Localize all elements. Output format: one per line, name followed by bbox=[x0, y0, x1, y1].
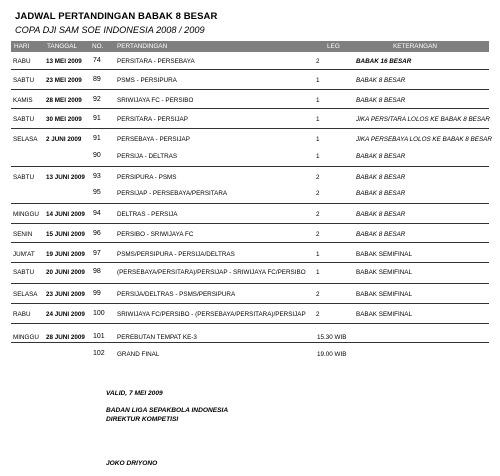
cell-hari: MINGGU bbox=[13, 211, 39, 218]
header-no: NO. bbox=[92, 42, 104, 50]
table-row bbox=[0, 250, 500, 261]
cell-pertandingan: PERSIBO - SRIWIJAYA FC bbox=[117, 231, 194, 238]
table-row bbox=[0, 152, 500, 163]
table-row bbox=[0, 173, 500, 184]
cell-tanggal: 28 MEI 2009 bbox=[46, 97, 82, 104]
cell-hari: SABTU bbox=[13, 77, 34, 84]
cell-hari: RABU bbox=[13, 58, 31, 65]
cell-no: 91 bbox=[93, 135, 101, 142]
cell-leg: 2 bbox=[316, 311, 320, 318]
table-row bbox=[0, 189, 500, 200]
cell-tanggal: 28 JUNI 2009 bbox=[46, 334, 85, 341]
cell-pertandingan: PSMS - PERSIPURA bbox=[117, 77, 177, 84]
header-keterangan: KETERANGAN bbox=[393, 42, 438, 50]
footer-signatory: JOKO DRIYONO bbox=[106, 460, 158, 467]
cell-pertandingan: PERSIJA - DELTRAS bbox=[117, 153, 178, 160]
cell-tanggal: 20 JUNI 2009 bbox=[46, 269, 85, 276]
cell-keterangan: JIKA PERSEBAYA LOLOS KE BABAK 8 BESAR bbox=[356, 136, 492, 143]
cell-no: 102 bbox=[93, 350, 105, 357]
cell-tanggal: 13 JUNI 2009 bbox=[46, 174, 85, 181]
cell-pertandingan: PEREBUTAN TEMPAT KE-3 bbox=[117, 334, 197, 341]
cell-leg: 19.00 WIB bbox=[317, 351, 347, 358]
cell-keterangan: BABAK 8 BESAR bbox=[356, 77, 406, 84]
cell-keterangan: BABAK 8 BESAR bbox=[356, 190, 406, 197]
cell-no: 100 bbox=[93, 310, 105, 317]
cell-hari: SABTU bbox=[13, 116, 34, 123]
cell-leg: 1 bbox=[316, 116, 320, 123]
cell-keterangan: BABAK 8 BESAR bbox=[356, 211, 406, 218]
cell-tanggal: 19 JUNI 2009 bbox=[46, 251, 85, 258]
cell-no: 93 bbox=[93, 173, 101, 180]
cell-keterangan: BABAK SEMIFINAL bbox=[356, 251, 412, 258]
footer-valid: VALID, 7 MEI 2009 bbox=[106, 390, 163, 397]
cell-no: 96 bbox=[93, 230, 101, 237]
table-row bbox=[0, 350, 500, 361]
cell-no: 91 bbox=[93, 115, 101, 122]
row-divider bbox=[11, 108, 489, 109]
cell-no: 90 bbox=[93, 152, 101, 159]
cell-hari: SELASA bbox=[13, 136, 38, 143]
cell-pertandingan: PERSITARA - PERSIJAP bbox=[117, 116, 188, 123]
table-row bbox=[0, 57, 500, 68]
cell-pertandingan: PERSIPURA - PSMS bbox=[117, 174, 177, 181]
cell-leg: 15.30 WIB bbox=[317, 334, 347, 341]
cell-leg: 2 bbox=[316, 190, 320, 197]
footer-dept: DIREKTUR KOMPETISI bbox=[106, 416, 179, 423]
footer-org: BADAN LIGA SEPAKBOLA INDONESIA bbox=[106, 407, 229, 414]
cell-pertandingan: GRAND FINAL bbox=[117, 351, 160, 358]
row-divider bbox=[11, 242, 489, 243]
header-pertandingan: PERTANDINGAN bbox=[117, 42, 168, 50]
row-divider bbox=[11, 223, 489, 224]
cell-leg: 2 bbox=[316, 211, 320, 218]
cell-tanggal: 24 JUNI 2009 bbox=[46, 311, 85, 318]
table-row bbox=[0, 210, 500, 221]
cell-hari: SABTU bbox=[13, 269, 34, 276]
table-header bbox=[11, 41, 489, 52]
cell-no: 97 bbox=[93, 250, 101, 257]
cell-tanggal: 13 MEI 2009 bbox=[46, 58, 82, 65]
table-row bbox=[0, 76, 500, 87]
cell-leg: 1 bbox=[316, 77, 320, 84]
cell-hari: RABU bbox=[13, 311, 31, 318]
header-hari: HARI bbox=[14, 42, 30, 50]
cell-tanggal: 14 JUNI 2009 bbox=[46, 211, 85, 218]
cell-hari: SABTU bbox=[13, 174, 34, 181]
cell-leg: 1 bbox=[316, 97, 320, 104]
cell-keterangan: BABAK 8 BESAR bbox=[356, 174, 406, 181]
cell-tanggal: 15 JUNI 2009 bbox=[46, 231, 85, 238]
cell-no: 101 bbox=[93, 333, 105, 340]
cell-keterangan: BABAK 8 BESAR bbox=[356, 231, 406, 238]
cell-pertandingan: PERSIJAP - PERSEBAYA/PERSITARA bbox=[117, 190, 228, 197]
row-divider bbox=[11, 342, 489, 343]
cell-leg: 1 bbox=[316, 251, 320, 258]
table-row bbox=[0, 268, 500, 279]
page-subtitle: COPA DJI SAM SOE INDONESIA 2008 / 2009 bbox=[15, 25, 205, 35]
row-divider bbox=[11, 262, 489, 263]
cell-tanggal: 30 MEI 2009 bbox=[46, 116, 82, 123]
cell-keterangan: BABAK SEMIFINAL bbox=[356, 311, 412, 318]
cell-hari: SENIN bbox=[13, 231, 33, 238]
cell-no: 92 bbox=[93, 96, 101, 103]
cell-leg: 1 bbox=[316, 269, 320, 276]
header-leg: LEG bbox=[327, 42, 340, 50]
table-row bbox=[0, 290, 500, 301]
row-divider bbox=[11, 128, 489, 129]
table-row bbox=[0, 96, 500, 107]
cell-no: 89 bbox=[93, 76, 101, 83]
cell-hari: KAMIS bbox=[13, 97, 33, 104]
cell-hari: MINGGU bbox=[13, 334, 39, 341]
cell-pertandingan: PERSIJA/DELTRAS - PSMS/PERSIPURA bbox=[117, 291, 236, 298]
cell-leg: 1 bbox=[316, 136, 320, 143]
cell-keterangan: BABAK 16 BESAR bbox=[356, 58, 412, 65]
cell-no: 74 bbox=[93, 57, 101, 64]
header-tanggal: TANGGAL bbox=[47, 42, 78, 50]
cell-tanggal: 23 MEI 2009 bbox=[46, 77, 82, 84]
cell-no: 95 bbox=[93, 189, 101, 196]
cell-no: 94 bbox=[93, 210, 101, 217]
cell-hari: SELASA bbox=[13, 291, 38, 298]
table-row bbox=[0, 135, 500, 146]
cell-no: 98 bbox=[93, 268, 101, 275]
row-divider bbox=[11, 166, 489, 167]
table-row bbox=[0, 310, 500, 321]
row-divider bbox=[11, 89, 489, 90]
row-divider bbox=[11, 69, 489, 70]
cell-pertandingan: SRIWIJAYA FC/PERSIBO - (PERSEBAYA/PERSITARA)/PERSIJAP bbox=[117, 311, 306, 318]
row-divider bbox=[11, 323, 489, 324]
cell-keterangan: BABAK SEMIFINAL bbox=[356, 269, 412, 276]
table-row bbox=[0, 230, 500, 241]
cell-tanggal: 2 JUNI 2009 bbox=[46, 136, 82, 143]
cell-pertandingan: PSMS/PERSIPURA - PERSIJA/DELTRAS bbox=[117, 251, 235, 258]
cell-leg: 1 bbox=[316, 153, 320, 160]
cell-leg: 2 bbox=[316, 231, 320, 238]
page-title: JADWAL PERTANDINGAN BABAK 8 BESAR bbox=[15, 11, 218, 22]
table-row bbox=[0, 115, 500, 126]
cell-pertandingan: DELTRAS - PERSIJA bbox=[117, 211, 178, 218]
cell-pertandingan: PERSEBAYA - PERSIJAP bbox=[117, 136, 190, 143]
row-divider bbox=[11, 303, 489, 304]
cell-pertandingan: (PERSEBAYA/PERSITARA)/PERSIJAP - SRIWIJAYA FC/PERSIBO bbox=[117, 269, 306, 276]
cell-hari: JUM'AT bbox=[13, 251, 35, 258]
cell-keterangan: BABAK 8 BESAR bbox=[356, 97, 406, 104]
cell-pertandingan: PERSITARA - PERSEBAYA bbox=[117, 58, 195, 65]
cell-leg: 2 bbox=[316, 58, 320, 65]
cell-keterangan: BABAK SEMIFINAL bbox=[356, 291, 412, 298]
row-divider bbox=[11, 283, 489, 284]
cell-pertandingan: SRIWIJAYA FC - PERSIBO bbox=[117, 97, 194, 104]
cell-keterangan: BABAK 8 BESAR bbox=[356, 153, 406, 160]
cell-leg: 2 bbox=[316, 174, 320, 181]
cell-leg: 2 bbox=[316, 291, 320, 298]
row-divider bbox=[11, 203, 489, 204]
cell-no: 99 bbox=[93, 290, 101, 297]
cell-tanggal: 23 JUNI 2009 bbox=[46, 291, 85, 298]
cell-keterangan: JIKA PERSITARA LOLOS KE BABAK 8 BESAR bbox=[356, 116, 490, 123]
